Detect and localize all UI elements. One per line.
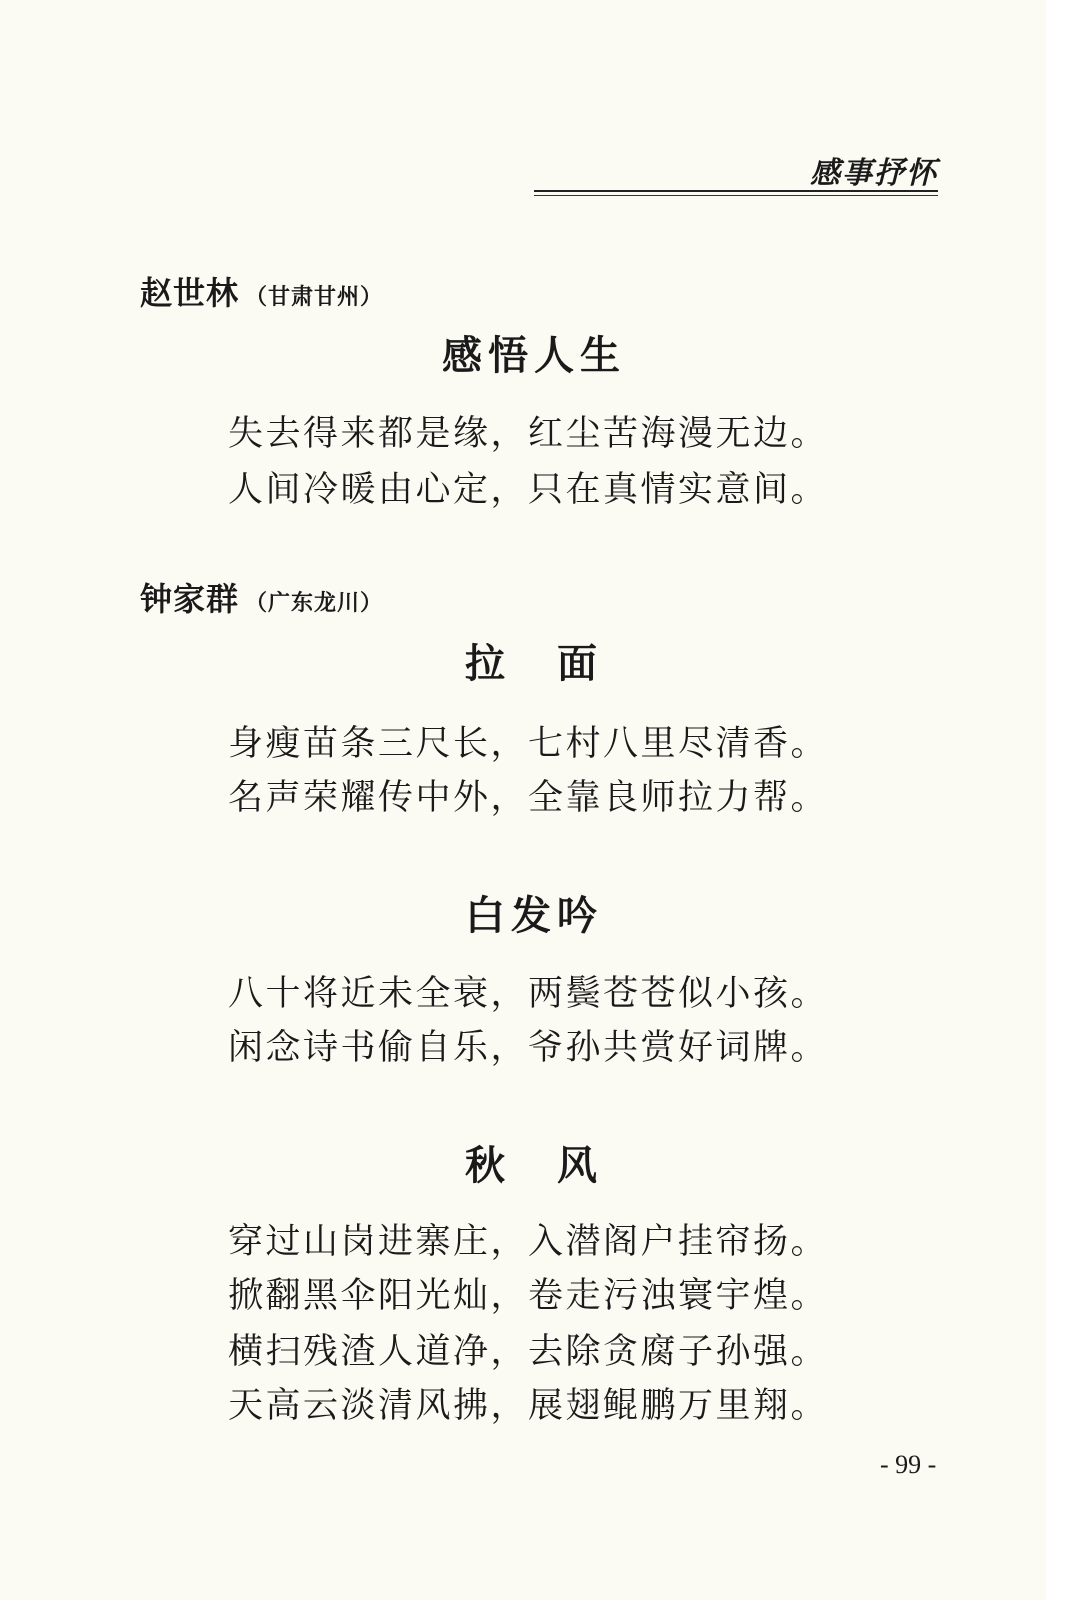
running-header: [534, 148, 938, 200]
poem-line: 掀翻黑伞阳光灿，卷走污浊寰宇煌。: [228, 1276, 829, 1316]
author-location: （甘肃甘州）: [245, 285, 384, 310]
poem-line: 失去得来都是缘，红尘苦海漫无边。: [228, 414, 829, 454]
header-rule-secondary: [534, 195, 938, 196]
section-title: 感事抒怀: [810, 156, 938, 191]
poem-line: 横扫残渣人道净，去除贪腐子孙强。: [228, 1332, 829, 1372]
poem-line: 名声荣耀传中外，全靠良师拉力帮。: [228, 778, 829, 818]
poem-line: 穿过山岗进寨庄，入潜阁户挂帘扬。: [228, 1222, 829, 1262]
author-location: （广东龙川）: [245, 591, 384, 616]
poem-title: 秋 风: [465, 1143, 603, 1189]
poem-title: 拉 面: [465, 641, 603, 687]
poem-line: 八十将近未全衰，两鬓苍苍似小孩。: [228, 974, 829, 1014]
poem-line: 人间冷暖由心定，只在真情实意间。: [228, 470, 829, 510]
author-name: 钟家群: [140, 580, 240, 618]
header-rule: [534, 190, 938, 192]
poem-line: 闲念诗书偷自乐，爷孙共赏好词牌。: [228, 1028, 829, 1068]
poem-title: 感悟人生: [442, 333, 626, 379]
page-number: - 99 -: [880, 1450, 937, 1479]
author-line: [140, 574, 383, 620]
author-line: [140, 268, 383, 314]
author-name: 赵世林: [140, 274, 240, 312]
poem-line: 天高云淡清风拂，展翅鲲鹏万里翔。: [228, 1386, 829, 1426]
poem-title: 白发吟: [465, 893, 603, 939]
poem-line: 身瘦苗条三尺长，七村八里尽清香。: [228, 724, 829, 764]
